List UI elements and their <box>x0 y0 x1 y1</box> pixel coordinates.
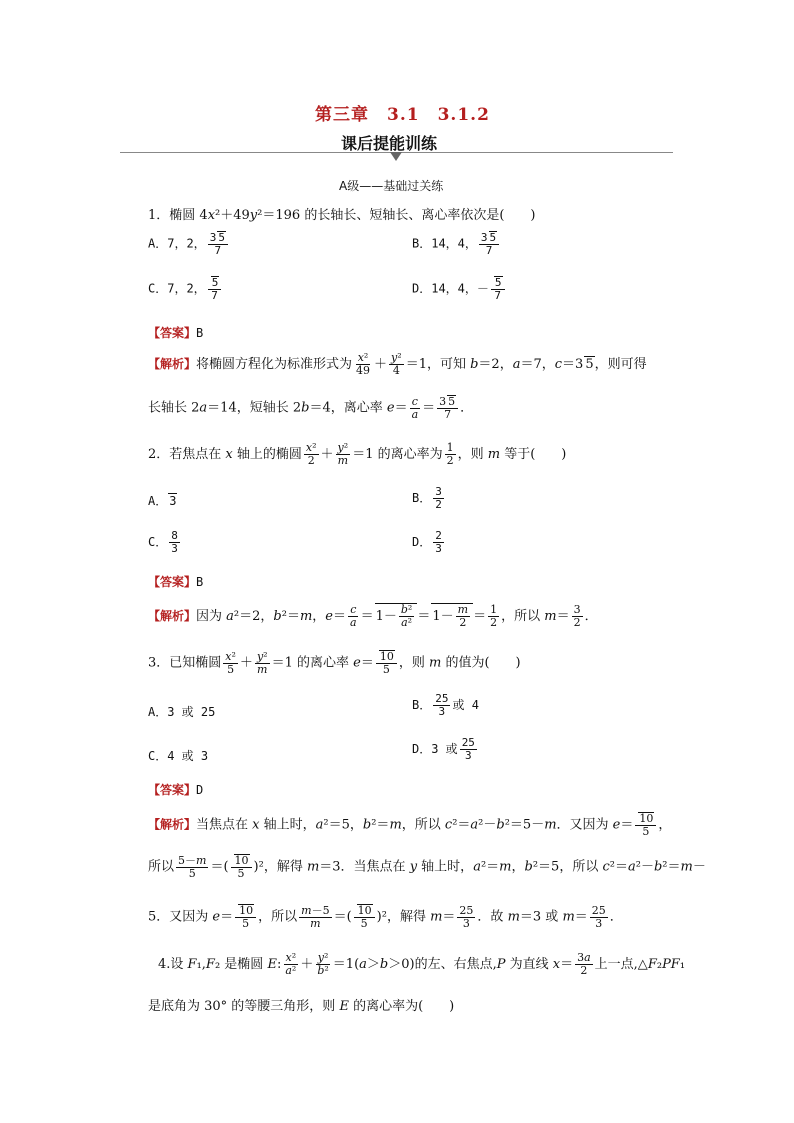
chapter-heading: 第三章 3.1 3.1.2 <box>315 105 490 125</box>
q3-option-c: C．4 或 3 <box>148 749 209 763</box>
q1-answer: 【答案】B <box>148 326 204 340</box>
q3-explanation-line2: 所以 $\frac{5-m}{5}$ ＝( $\frac{10}{5}$ )²，解得 m＝3．当焦点在 y 轴上时，a²＝m，b²＝5，所以 c²＝a²－b²＝m－ <box>148 853 706 881</box>
question-1-stem: 1．椭圆 4x²＋49y²＝196 的长轴长、短轴长、离心率依次是( ) <box>148 208 536 223</box>
q1-option-d: D．14，4，－ $\frac{5}{7}$ <box>412 276 507 302</box>
q3-answer: 【答案】D <box>148 783 204 797</box>
q1-explanation-line1: 【解析】将椭圆方程化为标准形式为 $\frac{\text{x²}}{49}$ ＋ $\frac{\text{y²}}{4}$ ＝1，可知 b＝2，a＝7，c＝3 5，则可得 <box>148 351 647 378</box>
question-4-stem-line2: 是底角为 30° 的等腰三角形，则 E 的离心率为( ) <box>148 999 455 1014</box>
q2-option-d: D． $\frac{2}{3}$ <box>412 529 442 556</box>
q2-option-c: C． $\frac{8}{3}$ <box>148 529 178 556</box>
q1-option-c: C．7，2， $\frac{5}{7}$ <box>148 276 223 302</box>
section-title: A级——基础过关练 <box>339 179 444 193</box>
q1-explanation-line2: 长轴长 2a＝14，短轴长 2b＝4，离心率 e＝ $\frac{c}{a}$ ＝ $\frac{3 5}{7}$ ． <box>148 394 474 422</box>
q3-option-a: A．3 或 25 <box>148 705 216 719</box>
question-3-stem: 3．已知椭圆 $\frac{\text{x²}}{5}$ ＋ $\frac{\text{y²}}{m}$ ＝1 的离心率 e＝ $\frac{10}{5}$ ，则 m 的值为( ) <box>148 649 521 677</box>
question-2-stem: 2．若焦点在 x 轴上的椭圆 $\frac{\text{x²}}{2}$ ＋ $\frac{\text{y²}}{m}$ ＝1 的离心率为 $\frac{1}{2}$ ，则 m 等于( ) <box>148 441 567 468</box>
q2-explanation: 【解析】因为 a²＝2，b²＝m，e＝ $\frac{c}{a}$ ＝ 1－ $\frac{\text{b²}}{\text{a²}}$ ＝ 1－ $\frac{m}{2}$ ＝ $\frac{1}{2}$ ，所以 m＝ $\frac{3}{2}$ ． <box>148 603 598 630</box>
q2-option-b: B． $\frac{3}{2}$ <box>412 485 442 512</box>
question-4-stem-line1: 4.设 F₁,F₂ 是椭圆 E: $\frac{\text{x²}}{\text{a²}}$ ＋ $\frac{\text{y²}}{\text{b²}}$ ＝1(a＞b＞0)的左、右焦点,P 为直线 x＝ $\frac{3a}{2}$ 上一点,△F₂PF₁ <box>158 951 686 978</box>
q1-option-a: A．7，2， $\frac{3 5}{7}$ <box>148 231 230 257</box>
q3-option-d: D．3 或 $\frac{25}{3}$ <box>412 736 475 763</box>
q1-option-b: B．14，4， $\frac{3 5}{7}$ <box>412 231 501 257</box>
header-marker <box>390 152 402 161</box>
q2-option-a: A． 3 <box>148 494 177 508</box>
q2-answer: 【答案】B <box>148 575 204 589</box>
q3-explanation-line1: 【解析】当焦点在 x 轴上时，a²＝5，b²＝m，所以 c²＝a²－b²＝5－m．又因为 e＝ $\frac{10}{5}$ ， <box>148 812 672 839</box>
q3-explanation-line3: 5．又因为 e＝ $\frac{10}{5}$ ，所以 $\frac{m-5}{m}$ ＝( $\frac{10}{5}$ )²，解得 m＝ $\frac{25}{3}$ ．故 m＝3 或 m＝ $\frac{25}{3}$ ． <box>148 903 623 931</box>
q3-option-b: B． $\frac{25}{3}$ 或 4 <box>412 692 479 719</box>
page-subtitle: 课后提能训练 <box>341 134 438 153</box>
